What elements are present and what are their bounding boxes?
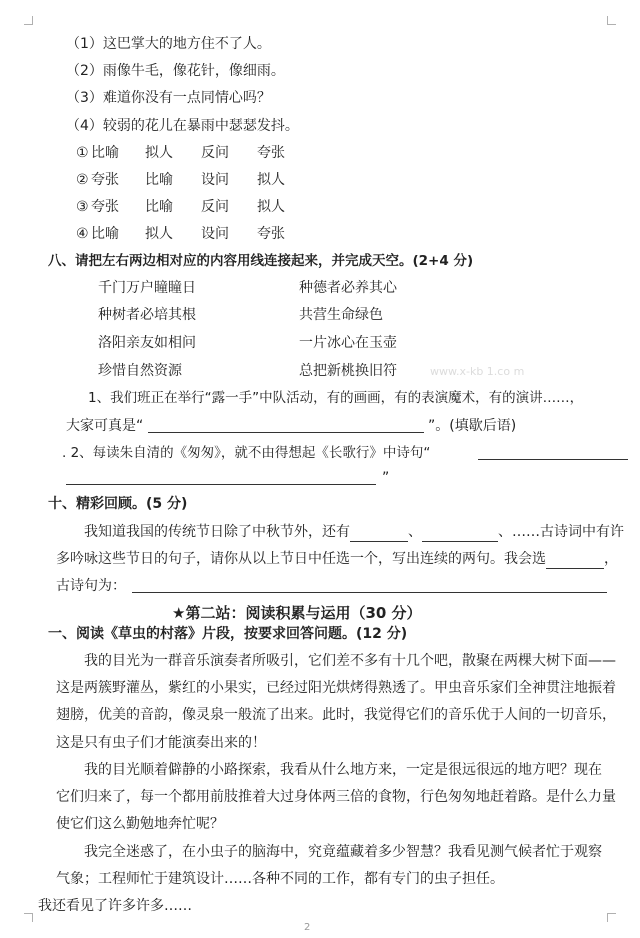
poem-label: 古诗句为： [56,578,126,594]
festival-blank-2[interactable] [422,527,498,542]
section-10-text-b: 、……古诗词中有许 [498,524,624,540]
match-right-1[interactable]: 种德者必养其心 [299,280,397,296]
option-item: 拟人 [145,145,173,161]
page-number: 2 [304,922,311,933]
section-10-line-2 [56,549,618,569]
passage-line-3: 翅膀，优美的音韵，像灵泉一般流了出来。此时，我觉得它们的音乐优于人间的一切音乐， [56,707,616,723]
question-1-line-1: 1、我们班正在举行“露一手”中队活动，有的画画，有的表演魔术，有的演讲……， [88,390,584,406]
section-10-title: 十、精彩回顾。(5 分) [48,496,188,512]
option-item: 拟人 [145,226,173,242]
section-8-title: 八、请把左右两边相对应的内容用线连接起来，并完成天空。(2+4 分) [48,253,474,269]
passage-line-4: 这是只有虫子们才能演奏出来的！ [56,735,266,751]
passage-line-7: 使它们这么勤勉地奔忙呢？ [56,816,224,832]
idiom-answer-blank[interactable] [148,432,424,433]
poem-answer-blank-a[interactable] [478,459,628,460]
comma: ， [604,551,618,567]
option-item: 设问 [201,226,229,242]
section-10-text-c: 多吟咏这些节日的句子，请你从以上节日中任选一个，写出连续的两句。我会选 [56,551,546,567]
passage-line-9: 气象；工程师忙于建筑设计……各种不同的工作，都有专门的虫子担任。 [56,871,504,887]
question-2-close-quote: ” [382,470,390,486]
separator: 、 [408,524,422,540]
option-number: ② [76,172,89,188]
passage-line-2: 这是两簇野灌丛，紫红的小果实，已经过阳光烘烤得熟透了。甲虫音乐家们全神贯注地振着 [56,680,616,696]
station-2-title: ★第二站：阅读积累与运用（30 分） [172,604,422,622]
festival-blank-1[interactable] [350,527,408,542]
reading-title: 一、阅读《草虫的村落》片段，按要求回答问题。(12 分) [48,626,408,642]
question-1-prefix: 大家可真是“ [66,418,144,434]
option-item: 拟人 [257,172,285,188]
option-item: 夸张 [91,199,119,215]
crop-mark-bottom-right [607,913,616,922]
option-item: 拟人 [257,199,285,215]
match-left-3[interactable]: 洛阳亲友如相问 [98,335,196,351]
crop-mark-top-left [24,16,33,25]
option-item: 设问 [201,172,229,188]
match-left-2[interactable]: 种树者必培其根 [98,307,196,323]
option-number: ③ [76,199,89,215]
option-item: 比喻 [145,199,173,215]
sentence-1: （1）这巴掌大的地方住不了人。 [66,36,271,52]
option-item: 反问 [201,145,229,161]
chosen-festival-blank[interactable] [546,554,604,569]
option-item: 比喻 [91,145,119,161]
match-right-3[interactable]: 一片冰心在玉壶 [299,335,397,351]
option-number: ④ [76,226,89,242]
question-1-suffix: ”。(填歇后语) [428,418,517,434]
section-10-text-a: 我知道我国的传统节日除了中秋节外，还有 [84,524,350,540]
sentence-2: （2）雨像牛毛，像花针，像细雨。 [66,63,285,79]
option-item: 比喻 [145,172,173,188]
option-item: 比喻 [91,226,119,242]
match-left-4[interactable]: 珍惜自然资源 [98,363,182,379]
question-2-text: . 2、每读朱自清的《匆匆》，就不由得想起《长歌行》中诗句“ [62,445,431,461]
match-right-2[interactable]: 共营生命绿色 [299,307,383,323]
passage-line-10: 我还看见了许多许多…… [38,898,192,914]
passage-line-5: 我的目光顺着僻静的小路探索，我看从什么地方来，一定是很远很远的地方吧？现在 [84,762,602,778]
passage-line-8: 我完全迷惑了，在小虫子的脑海中，究竟蕴藏着多少智慧？我看见测气候者忙于观察 [84,844,602,860]
passage-line-1: 我的目光为一群音乐演奏者所吸引，它们差不多有十几个吧，散聚在两棵大树下面—— [84,653,616,669]
poem-lines-blank[interactable] [132,592,607,593]
section-10-line-1 [84,522,624,542]
crop-mark-bottom-left [24,913,33,922]
option-item: 夸张 [257,145,285,161]
sentence-3: （3）难道你没有一点同情心吗？ [66,90,271,106]
option-item: 夸张 [91,172,119,188]
passage-line-6: 它们归来了，每一个都用前肢推着大过身体两三倍的食物，行色匆匆地赶着路。是什么力量 [56,789,616,805]
match-right-4[interactable]: 总把新桃换旧符 [299,363,397,379]
poem-answer-blank-b[interactable] [66,484,376,485]
option-number: ① [76,145,89,161]
watermark: www.x-kb 1.co m [430,365,525,378]
option-item: 夸张 [257,226,285,242]
sentence-4: （4）较弱的花儿在暴雨中瑟瑟发抖。 [66,118,299,134]
option-item: 反问 [201,199,229,215]
match-left-1[interactable]: 千门万户瞳瞳日 [98,280,196,296]
crop-mark-top-right [607,16,616,25]
